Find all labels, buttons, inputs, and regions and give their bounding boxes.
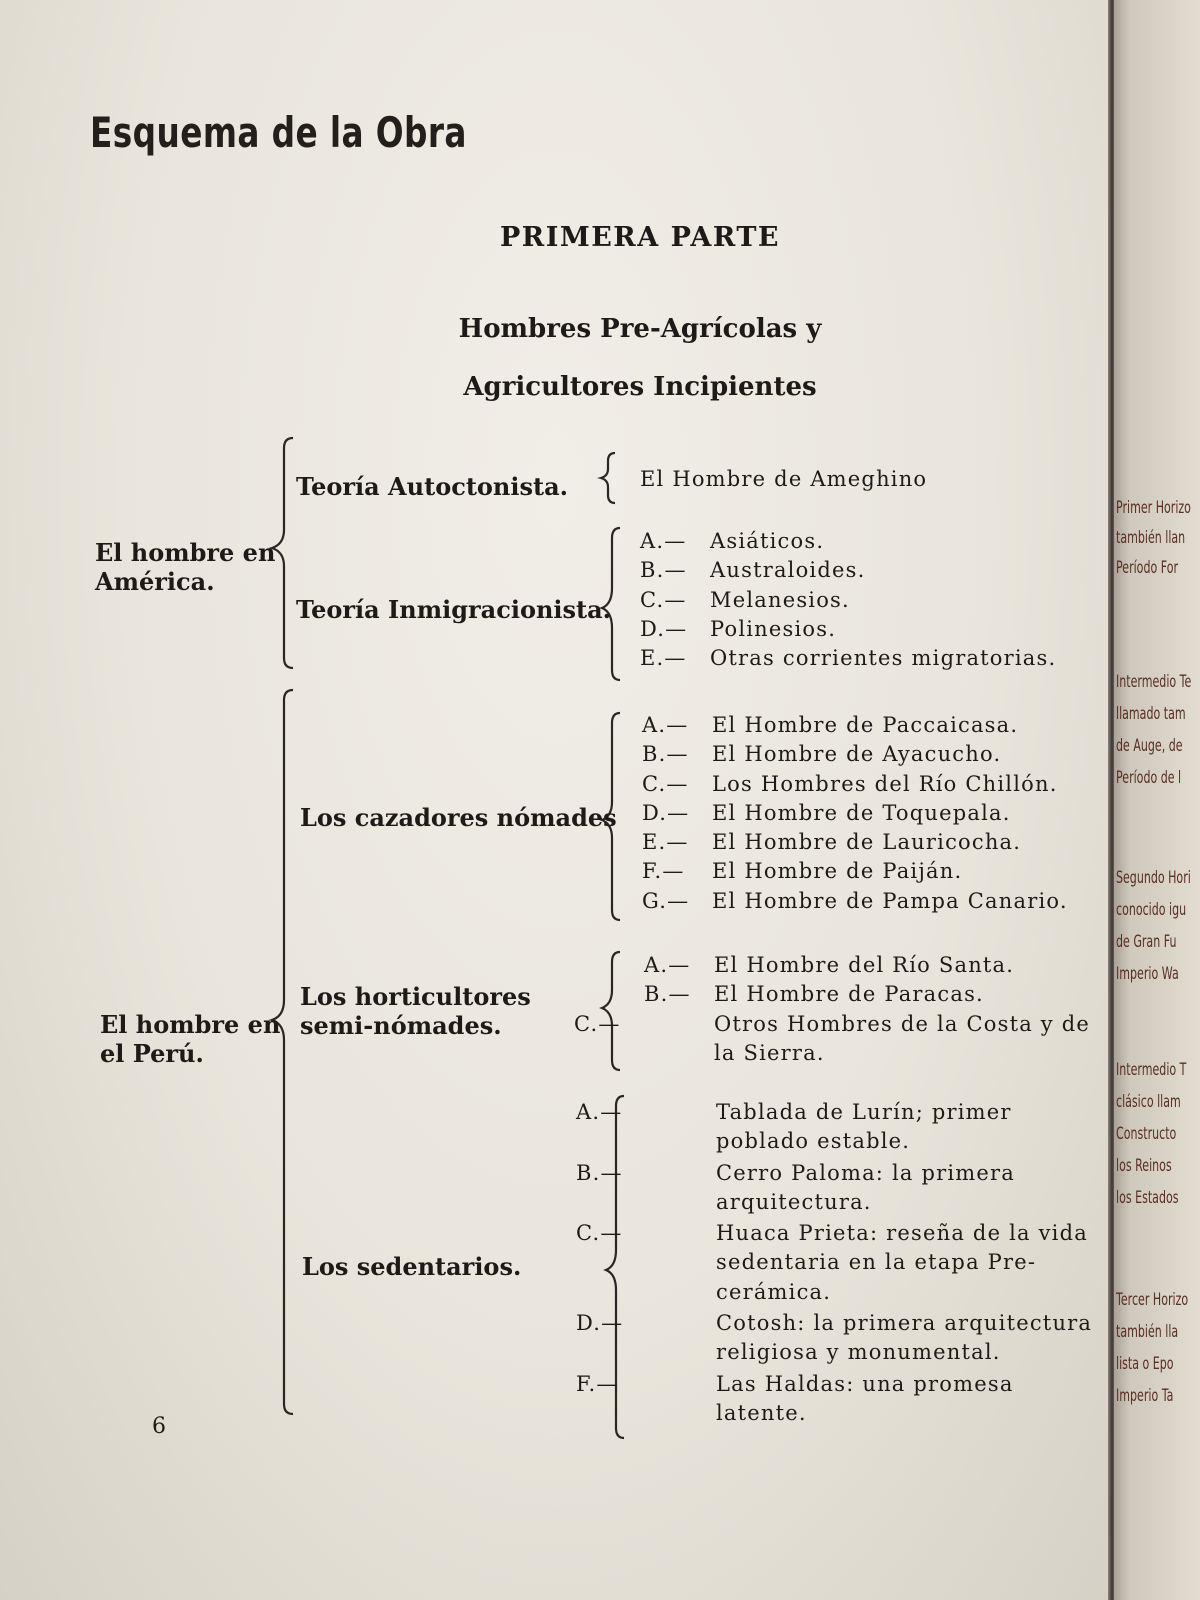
list-item	[642, 770, 1082, 799]
item-text: Asiáticos.	[710, 529, 825, 553]
adjacent-fragment: Primer Horizo	[1116, 498, 1191, 518]
adjacent-fragment: lista o Epo	[1116, 1354, 1174, 1374]
item-text: Tablada de Lurín; primer poblado estable.	[716, 1100, 1012, 1154]
adjacent-fragment: Imperio Wa	[1116, 964, 1179, 984]
item-text: Otras corrientes migratorias.	[710, 646, 1057, 671]
item-text: El Hombre del Río Santa.	[714, 953, 1015, 977]
list-item	[642, 828, 1082, 857]
page-title: Esquema de la Obra	[90, 108, 467, 157]
item-text: El Hombre de Ayacucho.	[712, 742, 1002, 767]
item-text: El Hombre de Lauricocha.	[712, 830, 1022, 855]
america-label-line1: El hombre en	[95, 538, 276, 567]
list-item	[642, 887, 1082, 916]
america-label-line2: América.	[95, 567, 215, 596]
inmigracionista-label: Teoría Inmigracionista.	[296, 595, 612, 624]
item-key: G.—	[642, 888, 690, 913]
list-item	[642, 711, 1082, 740]
adjacent-fragment: Intermedio T	[1116, 1060, 1187, 1080]
item-key: B.—	[576, 1160, 623, 1185]
item-key: E.—	[642, 830, 689, 855]
item-key: D.—	[640, 616, 688, 641]
adjacent-fragment: Tercer Horizo	[1116, 1290, 1189, 1310]
part-subtitle-line2: Agricultores Incipientes	[463, 372, 817, 402]
item-key: A.—	[642, 713, 689, 737]
list-item	[640, 615, 1080, 644]
item-text: El Hombre de Pampa Canario.	[712, 888, 1068, 913]
list-item	[574, 1010, 1099, 1069]
adjacent-fragment: Intermedio Te	[1116, 672, 1192, 692]
part-heading: PRIMERA PARTE	[499, 222, 781, 253]
adjacent-fragment: Período For	[1116, 558, 1179, 578]
item-key: B.—	[642, 742, 689, 767]
item-key: A.—	[576, 1100, 623, 1124]
peru-label-line2: el Perú.	[100, 1039, 204, 1068]
adjacent-fragment: también lla	[1116, 1322, 1179, 1342]
autoctonista-label: Teoría Autoctonista.	[296, 472, 568, 501]
adjacent-fragment: los Estados	[1116, 1188, 1179, 1208]
item-key: C.—	[640, 587, 687, 612]
adjacent-fragment: Segundo Hori	[1116, 868, 1191, 888]
list-item	[576, 1159, 1100, 1218]
adjacent-fragment: llamado tam	[1116, 704, 1186, 724]
item-key: D.—	[642, 800, 690, 825]
adjacent-fragment: los Reinos	[1116, 1156, 1172, 1176]
list-item	[644, 951, 1099, 980]
item-key: B.—	[644, 982, 691, 1007]
part-subtitle-line1: Hombres Pre-Agrícolas y	[458, 314, 822, 344]
adjacent-fragment: Período de l	[1116, 768, 1182, 788]
item-text: Otros Hombres de la Costa y de la Sierra.	[714, 1011, 1091, 1065]
adjacent-fragment: clásico llam	[1116, 1092, 1181, 1112]
horticultores-label-line1: Los horticultores	[300, 982, 531, 1011]
horticultores-label	[300, 982, 531, 1040]
item-text: Cotosh: la primera arquitectura religiosa y monumental.	[716, 1311, 1093, 1365]
item-text: El Hombre de Paiján.	[712, 859, 963, 884]
adjacent-fragment: también llan	[1116, 528, 1186, 548]
sedentarios-list	[576, 1098, 1100, 1428]
item-key: A.—	[644, 953, 691, 977]
list-item	[642, 857, 1082, 886]
adjacent-fragment: de Gran Fu	[1116, 932, 1177, 952]
item-text: El Hombre de Paracas.	[714, 982, 984, 1007]
list-item	[576, 1098, 1100, 1157]
america-label	[95, 538, 275, 596]
brace-autoctonista	[601, 453, 615, 503]
horticultores-list	[574, 951, 1099, 1068]
item-key: C.—	[576, 1221, 623, 1246]
adjacent-fragment: Constructo	[1116, 1124, 1177, 1144]
item-text: Cerro Paloma: la primera arquitectura.	[716, 1160, 1015, 1214]
item-text: Polinesios.	[710, 616, 837, 641]
item-text: Melanesios.	[710, 587, 850, 612]
adjacent-fragment: de Auge, de	[1116, 736, 1183, 756]
item-text: Las Haldas: una promesa latente.	[716, 1371, 1014, 1425]
list-item	[642, 799, 1082, 828]
item-key: C.—	[642, 771, 689, 796]
item-key: C.—	[574, 1011, 621, 1036]
autoctonista-item: El Hombre de Ameghino	[640, 467, 928, 491]
list-item	[640, 556, 1080, 585]
item-key: A.—	[640, 529, 687, 553]
list-item	[640, 527, 1080, 556]
list-item	[576, 1370, 1100, 1429]
list-item	[640, 586, 1080, 615]
cazadores-list	[642, 711, 1082, 916]
item-key: F.—	[642, 859, 685, 884]
list-item	[640, 644, 1080, 673]
item-text: El Hombre de Paccaicasa.	[712, 713, 1019, 737]
peru-label-line1: El hombre en	[100, 1010, 281, 1039]
item-text: Huaca Prieta: reseña de la vida sedentaria en la etapa Pre-cerámica.	[716, 1221, 1088, 1304]
sedentarios-label: Los sedentarios.	[302, 1252, 522, 1281]
adjacent-page	[1114, 0, 1200, 1600]
item-key: E.—	[640, 646, 687, 671]
item-text: Australoides.	[710, 558, 866, 583]
list-item	[642, 740, 1082, 769]
page-number: 6	[152, 1414, 166, 1439]
item-key: D.—	[576, 1311, 624, 1336]
item-key: B.—	[640, 558, 687, 583]
cazadores-label: Los cazadores nómades	[300, 803, 617, 832]
peru-label	[100, 1010, 280, 1068]
adjacent-fragment: Imperio Ta	[1116, 1386, 1174, 1406]
list-item	[576, 1219, 1100, 1307]
inmigracionista-list	[640, 527, 1080, 673]
list-item	[576, 1309, 1100, 1368]
item-text: El Hombre de Toquepala.	[712, 800, 1011, 825]
horticultores-label-line2: semi-nómades.	[300, 1011, 502, 1040]
item-key: F.—	[576, 1371, 619, 1396]
adjacent-fragment: conocido igu	[1116, 900, 1187, 920]
item-text: Los Hombres del Río Chillón.	[712, 771, 1058, 796]
list-item	[644, 980, 1099, 1009]
